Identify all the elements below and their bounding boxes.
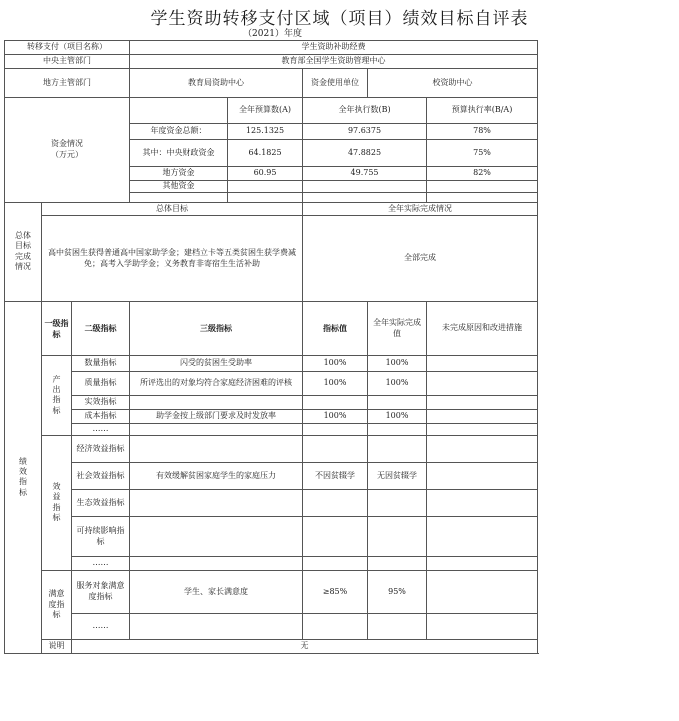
funds-row: 地方资金 60.95 49.755 82% [5, 167, 538, 181]
note-row [5, 640, 538, 654]
table-row: 生态效益指标 [5, 490, 538, 517]
project-row [5, 41, 538, 55]
central-dept-value: 教育部全国学生资助管理中心 [130, 55, 538, 69]
note-value: 无 [72, 640, 538, 654]
overall-actual-header: 全年实际完成情况 [303, 203, 538, 216]
table-row: …… [5, 424, 538, 436]
indicator-header-row [5, 302, 538, 356]
output-label [42, 356, 72, 436]
funds-row: 其中：中央财政资金 64.1825 47.8825 75% [5, 140, 538, 167]
output-label-text: 产出指标 [52, 374, 61, 415]
table-row: 产出指标 数量指标 闪受的贫困生受助率 100% 100% [5, 356, 538, 372]
table-row: …… [5, 614, 538, 640]
table-row: 社会效益指标 有效缓解贫困家庭学生的家庭压力 不因贫辍学 无因贫辍学 [5, 463, 538, 490]
satisfaction-label [42, 571, 72, 640]
funds-label [5, 98, 130, 203]
level1-header: 一级指标 [42, 302, 72, 356]
actual-header: 全年实际完成值 [368, 302, 427, 356]
central-dept-label: 中央主管部门 [5, 55, 130, 69]
table-row: 效益指标 经济效益指标 [5, 436, 538, 463]
overall-goal-header: 总体目标 [42, 203, 303, 216]
local-dept-row [5, 69, 538, 98]
overall-goal-text: 高中贫困生获得普通高中国家助学金；建档立卡等五类贫困生获学费减免；高考入学助学金；义务教育非寄宿生生活补助 [42, 216, 303, 302]
table-row: 成本指标 助学金按上级部门要求及时发放率 100% 100% [5, 410, 538, 424]
benefit-label-text: 效益指标 [52, 482, 61, 523]
budget-header: 全年预算数(A) [228, 98, 303, 124]
project-label: 转移支付（项目名称） [5, 41, 130, 55]
table-row: 实效指标 [5, 396, 538, 410]
funds-label-text: 资金情况（万元） [51, 139, 83, 159]
funds-header-row [5, 98, 538, 124]
rate-header: 预算执行率(B/A) [427, 98, 538, 124]
local-dept-value: 教育局资助中心 [130, 69, 303, 98]
level3-header: 三级指标 [130, 302, 303, 356]
overall-label [5, 203, 42, 302]
table-row: 可持续影响指标 [5, 517, 538, 557]
table-row: 质量指标 所评选出的对象均符合家庭经济困难的评核 100% 100% [5, 372, 538, 396]
indicators-label-text: 绩效指标 [19, 456, 27, 497]
overall-content-row [5, 216, 538, 302]
fund-user-label: 资金使用单位 [303, 69, 368, 98]
funds-row: 其他资金 [5, 181, 538, 193]
indicators-label [5, 302, 42, 654]
benefit-label [42, 436, 72, 571]
reason-header: 未完成原因和改进措施 [427, 302, 538, 356]
evaluation-table [4, 40, 538, 654]
satisfaction-label-text: 满意度指标 [48, 589, 65, 619]
overall-header-row [5, 203, 538, 216]
funds-row: 年度资金总额： 125.1325 97.6375 78% [5, 124, 538, 140]
overall-actual-text: 全部完成 [303, 216, 538, 302]
note-label: 说明 [42, 640, 72, 654]
fund-user-value: 校资助中心 [368, 69, 538, 98]
table-row: …… [5, 557, 538, 571]
level2-header: 二级指标 [72, 302, 130, 356]
overall-label-text: 总体目标完成情况 [15, 231, 31, 272]
form-year: （2021）年度 [243, 29, 302, 39]
value-header: 指标值 [303, 302, 368, 356]
local-dept-label: 地方主管部门 [5, 69, 130, 98]
form-title: 学生资助转移支付区域（项目）绩效目标自评表 [150, 9, 529, 29]
table-row: 满意度指标 服务对象满意度指标 学生、家长满意度 ≥85% 95% [5, 571, 538, 614]
central-dept-row [5, 55, 538, 69]
executed-header: 全年执行数(B) [303, 98, 427, 124]
project-value: 学生资助补助经费 [130, 41, 538, 55]
